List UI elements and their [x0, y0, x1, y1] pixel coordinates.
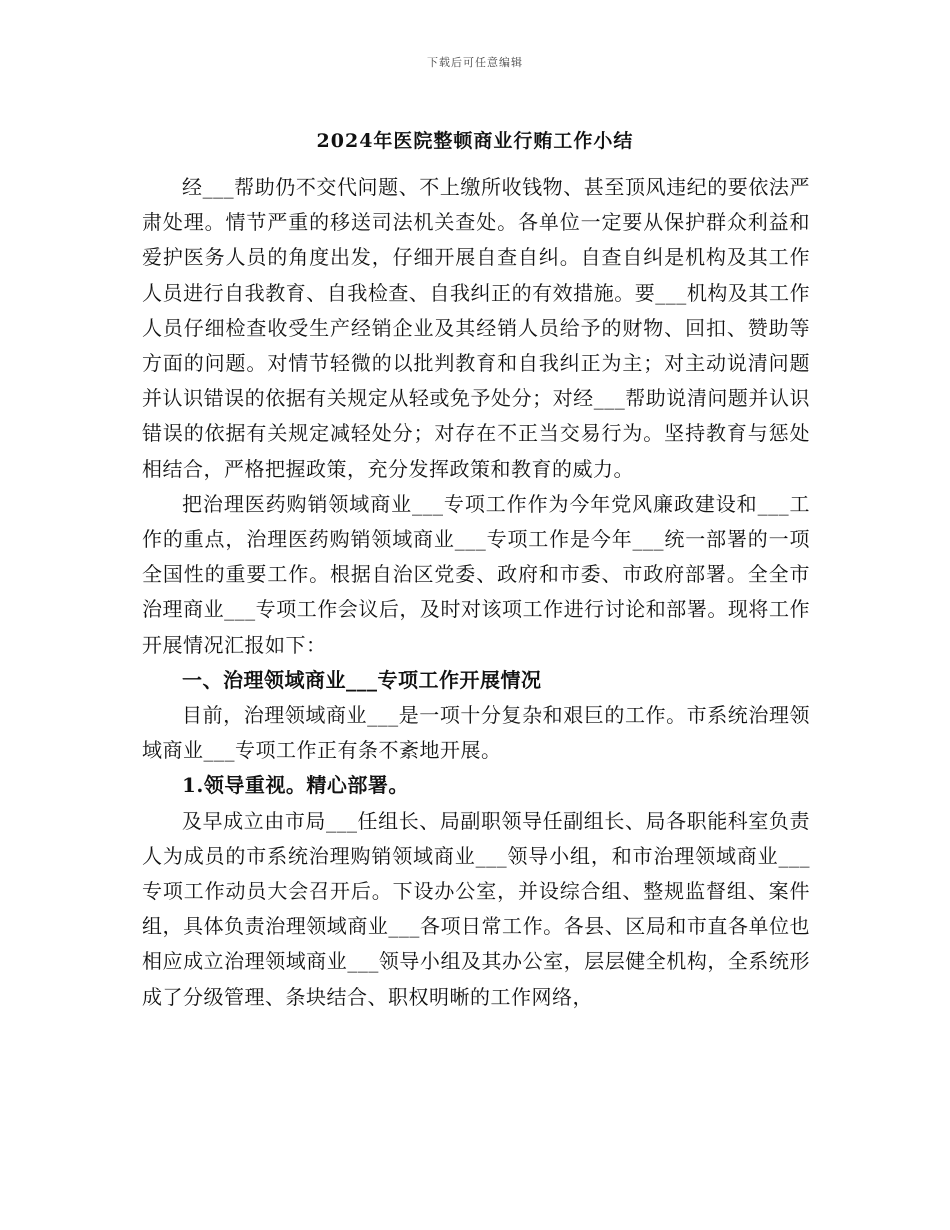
document-title: 2024年医院整顿商业行贿工作小结: [316, 130, 634, 152]
paragraph-3: 目前，治理领域商业___是一项十分复杂和艰巨的工作。市系统治理领域商业___专项工作正有条不紊地开展。: [142, 703, 810, 763]
paragraph-2: 把治理医药购销领域商业___专项工作作为今年党风廉政建设和___工作的重点，治理医药购销领域商业___专项工作是今年___统一部署的一项全国性的重要工作。根据自治区党委、政府和市委、市政府部署。全全市治理商业___专项工作会议后，及时对该项工作进行讨论和部署。现将工作开展情况汇报如下：: [142, 491, 810, 657]
section-heading-1: 一、治理领域商业___专项工作开展情况: [182, 667, 542, 692]
paragraph-4: 及早成立由市局___任组长、局副职领导任副组长、局各职能科室负责人为成员的市系统治理购销领域商业___领导小组，和市治理领域商业___专项工作动员大会召开后。下设办公室，并设综合组、整规监督组、案件组，具体负责治理领域商业___各项日常工作。各县、区局和市直各单位也相应成立治理领域商业___领导小组及其办公室，层层健全机构，全系统形成了分级管理、条块结合、职权明晰的工作网络，: [142, 808, 810, 1009]
subsection-heading-1: 1.领导重视。精心部署。: [182, 773, 409, 798]
paragraph-1: 经___帮助仍不交代问题、不上缴所收钱物、甚至顶风违纪的要依法严肃处理。情节严重的移送司法机关查处。各单位一定要从保护群众利益和爱护医务人员的角度出发，仔细开展自查自纠。自查自纠是机构及其工作人员进行自我教育、自我检查、自我纠正的有效措施。要___机构及其工作人员仔细检查收受生产经销企业及其经销人员给予的财物、回扣、赞助等方面的问题。对情节轻微的以批判教育和自我纠正为主；对主动说清问题并认识错误的依据有关规定从轻或免予处分；对经___帮助说清问题并认识错误的依据有关规定减轻处分；对存在不正当交易行为。坚持教育与惩处相结合，严格把握政策，充分发挥政策和教育的威力。: [142, 175, 810, 481]
header-note: 下载后可任意编辑: [427, 56, 523, 69]
document-body: [142, 170, 810, 1015]
